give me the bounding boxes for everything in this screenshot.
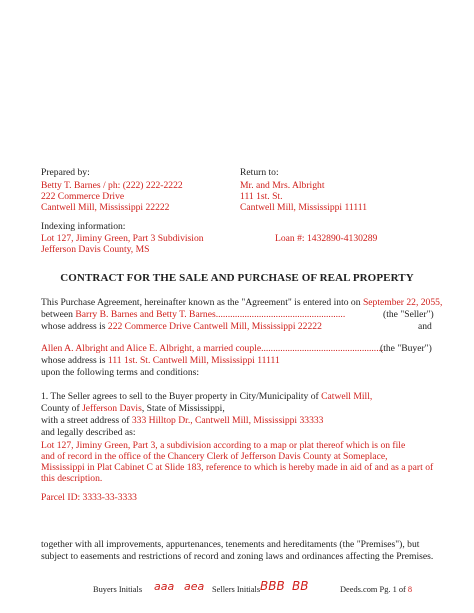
- clause-1-line: [41, 391, 372, 403]
- and-label: and: [418, 321, 432, 332]
- return-to-label: Return to:: [240, 167, 279, 178]
- county-line: [41, 403, 225, 415]
- buyer-address-line: [41, 355, 280, 367]
- together-line-2: subject to easements and restrictions of record and zoning laws and ordinances affecting the Premises.: [41, 551, 434, 562]
- agreement-intro: [41, 297, 442, 309]
- legal-label: and legally described as:: [41, 427, 136, 438]
- sellers-dots: ......................................................: [215, 309, 346, 320]
- sellers-names: Barry B. Barnes and Betty T. Barnes: [75, 309, 216, 320]
- intro-text: This Purchase Agreement, hereinafter known as the "Agreement" is entered into on: [41, 297, 361, 308]
- terms-intro: upon the following terms and conditions:: [41, 367, 200, 378]
- legal-description-2: and of record in the office of the Chancery Clerk of Jefferson Davis County at Someplace,: [41, 451, 388, 462]
- county-label: County of: [41, 403, 80, 414]
- page-number: [340, 585, 412, 595]
- preparer-name-phone: Betty T. Barnes / ph: (222) 222-2222: [41, 180, 183, 191]
- sellers-initials-label: Sellers Initials: [212, 585, 261, 594]
- seller-address-line: [41, 321, 322, 333]
- buyers-initials-label: Buyers Initials: [93, 585, 143, 594]
- whose-address-label-2: whose address is: [41, 355, 106, 366]
- return-to-street: 111 1st. St.: [240, 191, 283, 202]
- street-label: with a street address of: [41, 415, 130, 426]
- state-text: , State of Mississippi,: [141, 403, 225, 414]
- legal-description-3: Mississippi in Plat Cabinet C at Slide 183, reference to which is hereby made in aid of and as a part of: [41, 462, 434, 473]
- seller-address: 222 Commerce Drive Cantwell Mill, Mississippi 22222: [107, 321, 322, 332]
- parcel-id: Parcel ID: 3333-33-3333: [41, 492, 137, 503]
- buyer-tag: (the "Buyer"): [380, 343, 432, 354]
- prepared-by-label: Prepared by:: [41, 167, 90, 178]
- agreement-date: September 22, 2055,: [362, 297, 443, 308]
- buyer-initials-1: aaa: [154, 580, 175, 593]
- property-street: 333 Hilltop Dr., Cantwell Mill, Mississippi 33333: [131, 415, 324, 426]
- property-city: Catwell Mill,: [321, 391, 373, 402]
- seller-tag: (the "Seller"): [383, 309, 434, 320]
- sellers-line: [41, 309, 345, 321]
- buyers-names: Allen A. Albright and Alice E. Albright, a married couple: [41, 343, 262, 354]
- buyer-address: 111 1st. St. Cantwell Mill, Mississippi 11111: [107, 355, 280, 366]
- between-label: between: [41, 309, 73, 320]
- buyer-initials-2: aea: [184, 580, 205, 593]
- return-to-city: Cantwell Mill, Mississippi 11111: [240, 202, 368, 213]
- page-total: 8: [407, 585, 413, 594]
- preparer-address-street: 222 Commerce Drive: [41, 191, 125, 202]
- indexing-lot: Lot 127, Jiminy Green, Part 3 Subdivision: [41, 233, 204, 244]
- seller-initials-2: BB: [292, 579, 309, 593]
- preparer-address-city: Cantwell Mill, Mississippi 22222: [41, 202, 170, 213]
- page-prefix: Deeds.com Pg. 1 of: [340, 585, 406, 594]
- property-county: Jefferson Davis: [82, 403, 142, 414]
- legal-description-4: this description.: [41, 473, 103, 484]
- clause-1-text: 1. The Seller agrees to sell to the Buyer property in City/Municipality of: [41, 391, 319, 402]
- buyers-dots: ...................................................: [261, 343, 384, 354]
- return-to-name: Mr. and Mrs. Albright: [240, 180, 325, 191]
- document-title: CONTRACT FOR THE SALE AND PURCHASE OF REAL PROPERTY: [60, 272, 414, 284]
- together-line-1: together with all improvements, appurtenances, tenements and hereditaments (the "Premises"), but: [41, 539, 420, 550]
- indexing-label: Indexing information:: [41, 221, 126, 232]
- legal-description-1: Lot 127, Jiminy Green, Part 3, a subdivision according to a map or plat thereof which is on file: [41, 440, 406, 451]
- buyers-line: [41, 343, 383, 355]
- street-line: [41, 415, 323, 427]
- seller-initials-1: BBB: [260, 579, 285, 593]
- loan-number: Loan #: 1432890-4130289: [275, 233, 378, 244]
- indexing-county: Jefferson Davis County, MS: [41, 244, 150, 255]
- whose-address-label: whose address is: [41, 321, 106, 332]
